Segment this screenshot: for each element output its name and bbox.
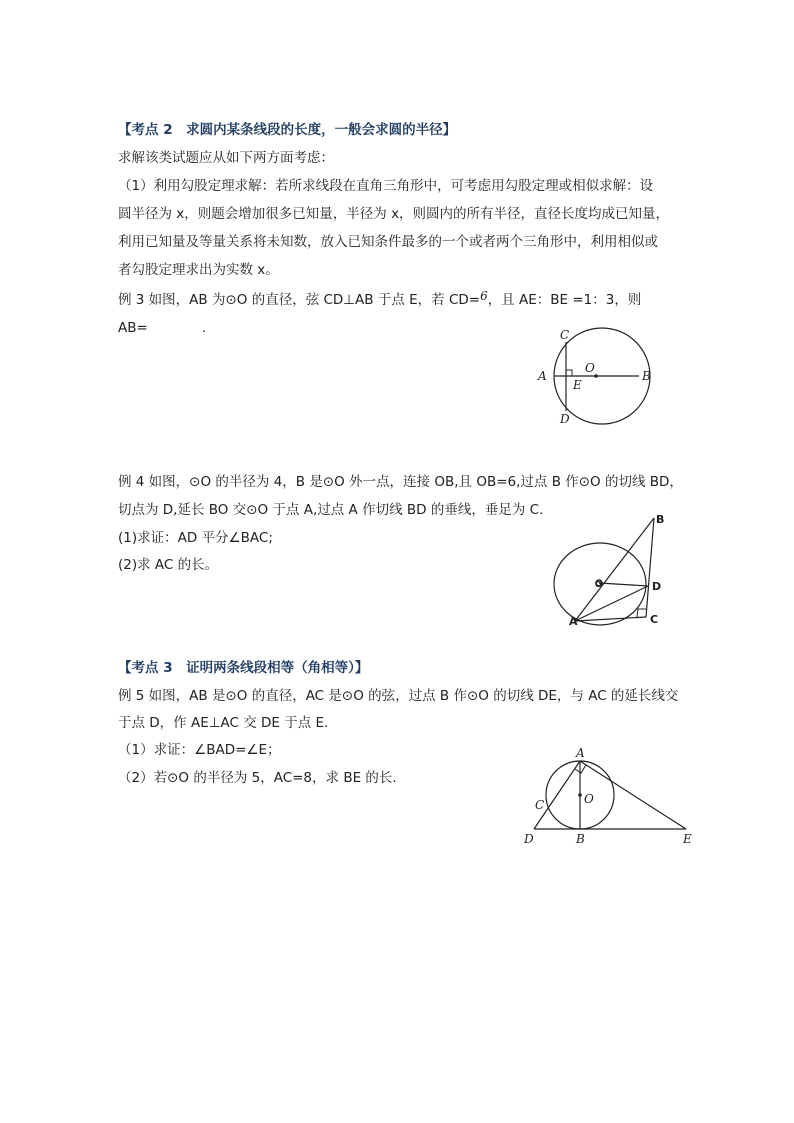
section-2-paragraph-line-4: 者勾股定理求出为实数 x。 [118,262,279,278]
section-2-intro: 求解该类试题应从如下两方面考虑： [118,150,334,166]
section-2-heading: 【考点 2 求圆内某条线段的长度，一般会求圆的半径】 [118,122,457,138]
figure-4-label-c: C [650,613,659,626]
figure-3-label-c: C [560,328,570,342]
example-4-line-1: 例 4 如图，⊙O 的半径为 4，B 是⊙O 外一点，连接 OB,且 OB=6,过点 B 作⊙O 的切线 BD， [118,474,683,490]
figure-5-label-b: B [576,832,585,846]
figure-3-right-angle-mark [566,370,572,376]
example-4-question-1: (1)求证：AD 平分∠BAC; [118,530,273,546]
figure-4-right-angle-mark [637,609,646,617]
figure-4-label-o: O [595,580,602,589]
figure-4-radius-od [599,583,648,586]
section-3-heading: 【考点 3 证明两条线段相等（角相等）】 [118,660,369,676]
example-4-line-2: 切点为 D,延长 BO 交⊙O 于点 A,过点 A 作切线 BD 的垂线，垂足为 C. [118,502,544,518]
section-2-paragraph-line-2: 圆半径为 x，则题会增加很多已知量，半径为 x，则圆内的所有半径，直径长度均成已知量， [118,206,670,222]
example-3-answer-line: AB= . [118,320,207,336]
figure-4-segment-ac [575,617,646,621]
figure-4-label-d: D [652,580,662,593]
figure-4 [550,510,690,630]
figure-5 [520,745,700,845]
section-2-paragraph-line-3: 利用已知量及等量关系将未知数，放入已知条件最多的一个或者两个三角形中，利用相似或 [118,234,658,250]
figure-4-segment-ab [575,518,654,621]
figure-5-label-d: D [524,832,534,846]
figure-4-label-b: B [656,513,665,526]
example-3-text-a: 例 3 如图，AB 为⊙O 的直径，弦 CD⊥AB 于点 E，若 CD= [118,292,481,308]
figure-3 [535,325,675,425]
figure-3-label-d: D [560,412,570,426]
section-2-paragraph-line-1: （1）利用勾股定理求解：若所求线段在直角三角形中，可考虑用勾股定理或相似求解：设 [118,178,654,194]
example-3-statement [118,290,641,310]
figure-3-label-e: E [573,378,582,392]
example-5-line-2: 于点 D，作 AE⊥AC 交 DE 于点 E. [118,715,329,731]
example-4-question-2: (2)求 AC 的长。 [118,557,219,573]
figure-4-label-a: A [569,615,578,628]
example-5-line-1: 例 5 如图，AB 是⊙O 的直径，AC 是⊙O 的弦，过点 B 作⊙O 的切线 DE，与 AC 的延长线交 [118,688,679,704]
example-3-text-b: ，且 AE：BE =1：3，则 [487,292,642,308]
figure-5-center-dot [578,793,582,797]
example-5-question-1: （1）求证：∠BAD=∠E； [118,742,281,758]
figure-5-line-ad [534,761,580,829]
figure-3-label-o: O [585,361,595,375]
example-5-question-2: （2）若⊙O 的半径为 5，AC=8，求 BE 的长. [118,770,397,786]
figure-5-line-ae [580,761,686,829]
figure-5-label-a: A [576,746,585,760]
figure-3-label-a: A [538,369,547,383]
figure-5-label-c: C [535,798,545,812]
example-3-cd-value: 6 [480,289,488,303]
figure-4-tangent-bc [646,518,654,617]
figure-5-label-o: O [584,792,594,806]
figure-5-label-e: E [683,832,692,846]
figure-3-label-b: B [642,369,651,383]
